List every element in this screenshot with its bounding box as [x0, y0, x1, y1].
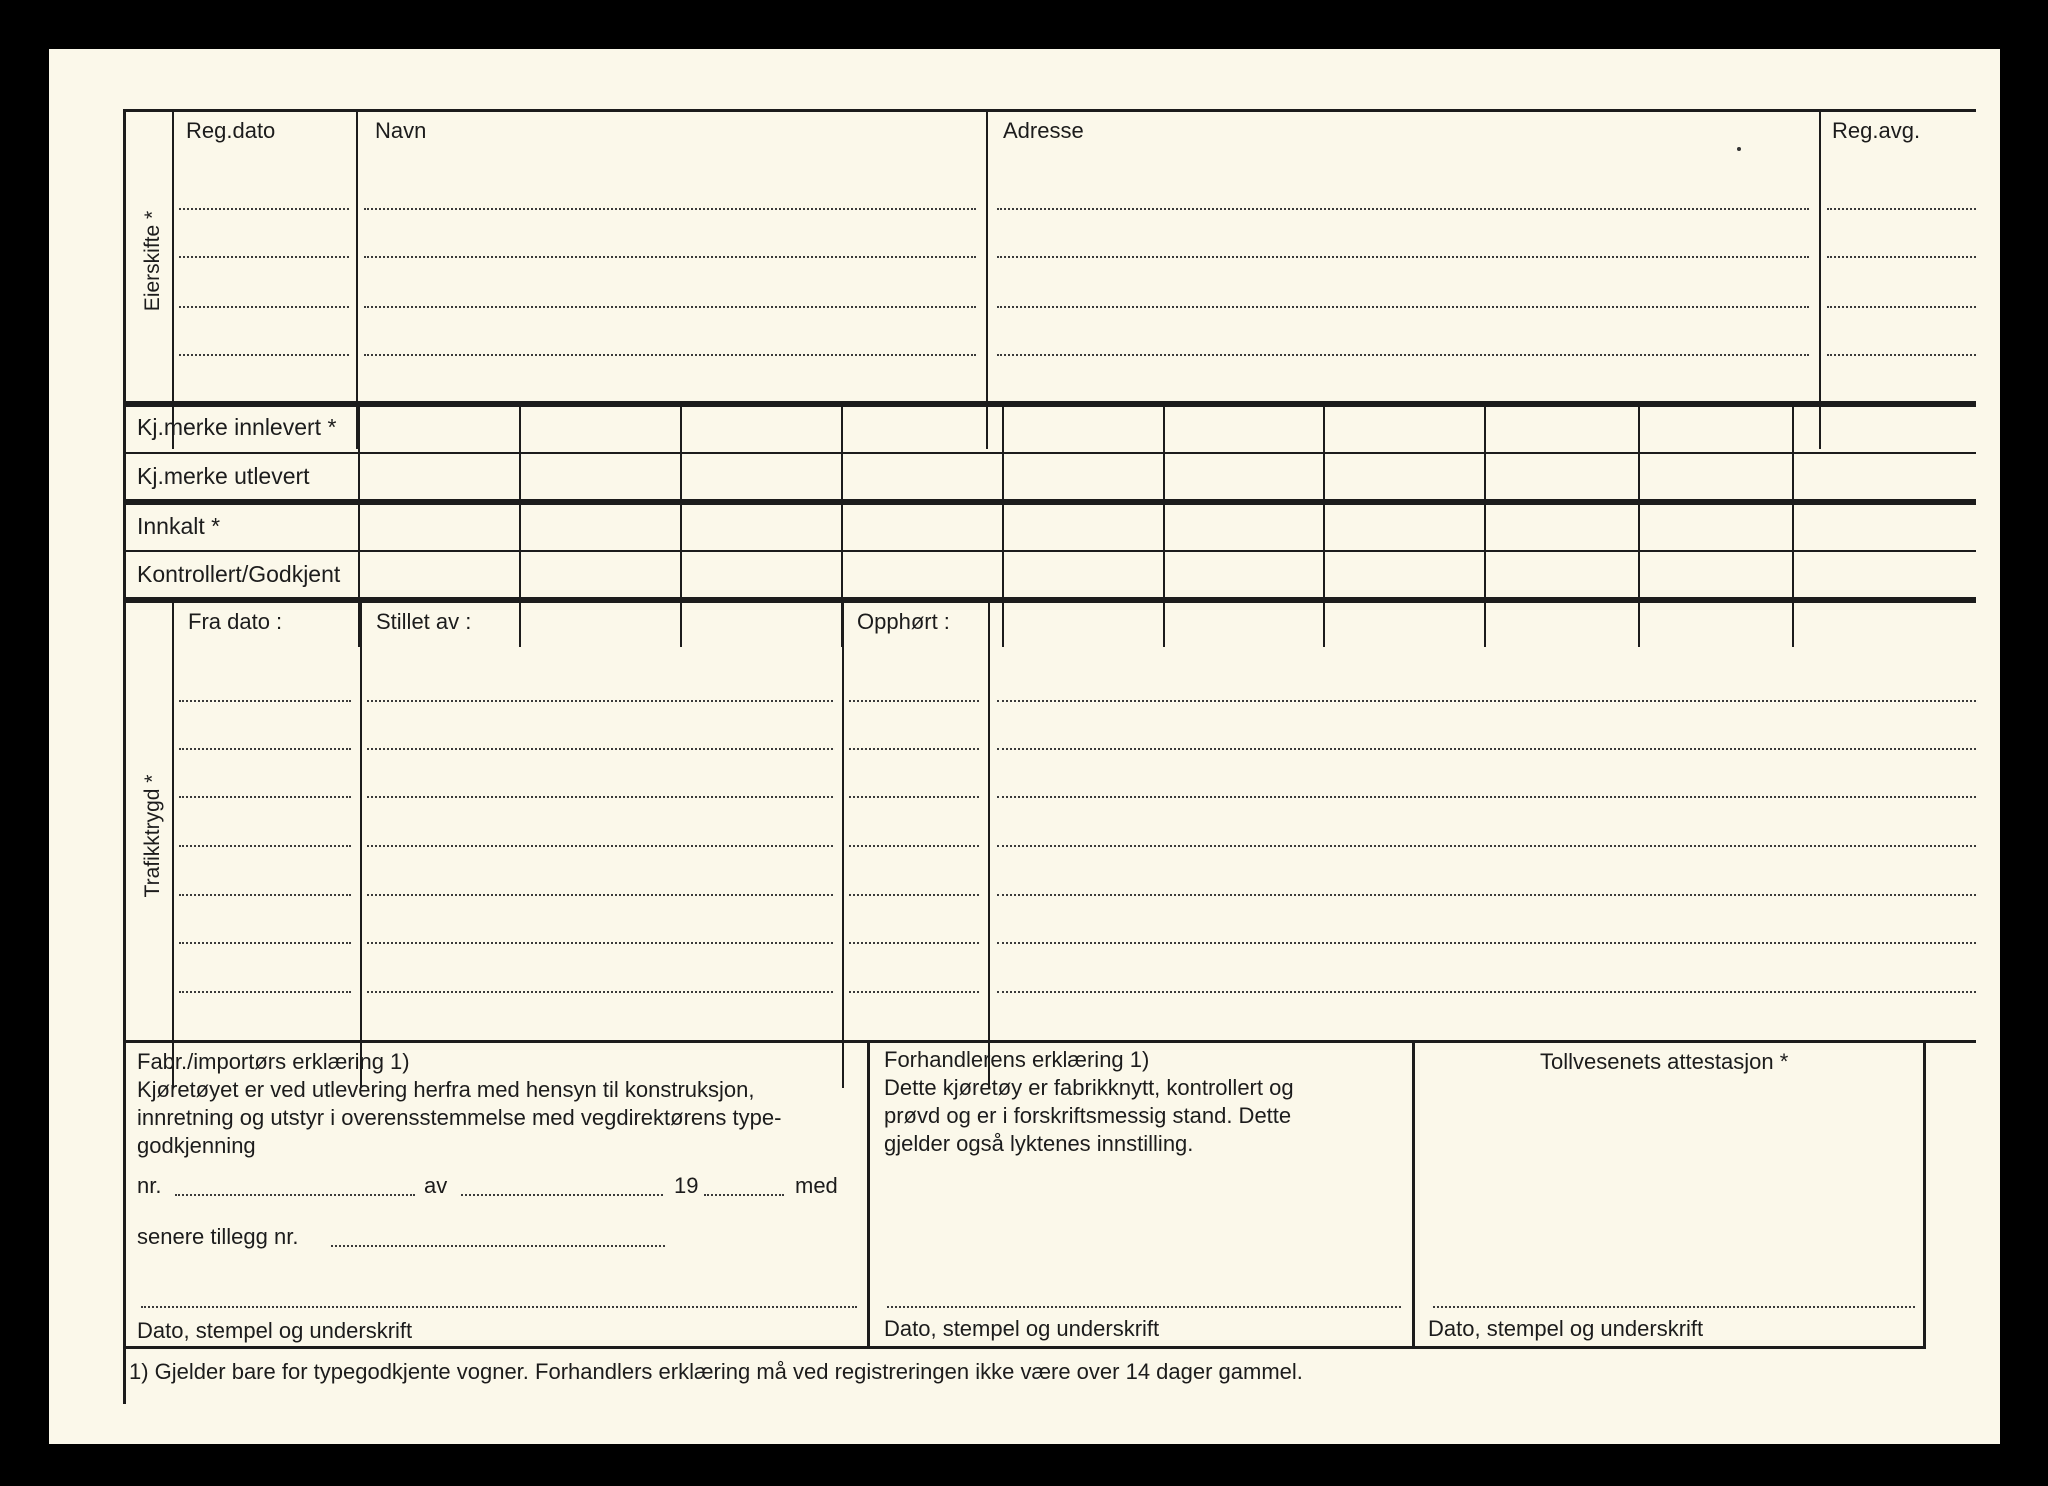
adresse-line-2[interactable]: [997, 256, 1809, 258]
navn-line-3[interactable]: [364, 306, 976, 308]
regavg-line-2[interactable]: [1827, 256, 1976, 258]
top-border: [123, 109, 1976, 112]
opphort-line-5[interactable]: [849, 894, 979, 896]
stillet-line-1[interactable]: [367, 700, 833, 702]
fabr-title: Fabr./importørs erklæring 1): [137, 1049, 410, 1074]
regavg-line-4[interactable]: [1827, 354, 1976, 356]
regdato-divider: [356, 109, 358, 449]
right-border-declarations: [1923, 1040, 1926, 1348]
tollvesen-signature-line[interactable]: [1433, 1306, 1915, 1308]
forhandler-signature-line[interactable]: [887, 1306, 1401, 1308]
regdato-line-1[interactable]: [179, 208, 349, 210]
bottom-border: [123, 1346, 1926, 1349]
navn-line-1[interactable]: [364, 208, 976, 210]
separator-declarations: [123, 1040, 1976, 1043]
fradato-line-1[interactable]: [179, 700, 351, 702]
registration-form-card: [49, 49, 2000, 1444]
remark-line-6[interactable]: [997, 942, 1976, 944]
remark-line-3[interactable]: [997, 796, 1976, 798]
grid-col-8: [1638, 407, 1640, 647]
fabr-line-2: innretning og utstyr i overensstemmelse med vegdirektørens type-: [137, 1105, 782, 1130]
grid-col-5: [1163, 407, 1165, 647]
forhandler-title: Forhandlerens erklæring 1): [884, 1047, 1150, 1072]
opphort-line-4[interactable]: [849, 845, 979, 847]
regdato-line-3[interactable]: [179, 306, 349, 308]
grid-col-1: [519, 407, 521, 647]
forhandler-line-2: prøvd og er i forskriftsmessig stand. Dette: [884, 1103, 1292, 1128]
fabr-med-label: med: [795, 1173, 838, 1198]
tollvesen-signature-label: Dato, stempel og underskrift: [1428, 1316, 1704, 1341]
adresse-header: Adresse: [1003, 118, 1084, 143]
kj-merke-row-divider: [123, 452, 1976, 454]
grid-col-4: [1002, 407, 1004, 647]
trafikktrygd-side-label: Trafikktrygd *: [141, 774, 164, 898]
fabr-signature-label: Dato, stempel og underskrift: [137, 1318, 413, 1343]
navn-divider: [986, 109, 988, 449]
adresse-line-3[interactable]: [997, 306, 1809, 308]
fra-dato-header: Fra dato :: [188, 609, 283, 634]
grid-col-7: [1484, 407, 1486, 647]
remark-line-2[interactable]: [997, 748, 1976, 750]
stillet-line-3[interactable]: [367, 796, 833, 798]
fabr-av-label: av: [424, 1173, 448, 1198]
adresse-divider: [1819, 109, 1821, 449]
remark-line-4[interactable]: [997, 845, 1976, 847]
fabr-aar-label: 19: [674, 1173, 699, 1198]
fradato-line-7[interactable]: [179, 991, 351, 993]
fabr-nr-label: nr.: [137, 1173, 162, 1198]
grid-col-2: [680, 407, 682, 647]
ink-speck: [1737, 147, 1741, 151]
navn-line-2[interactable]: [364, 256, 976, 258]
fabr-nr-field[interactable]: [175, 1194, 415, 1196]
opphort-line-3[interactable]: [849, 796, 979, 798]
innkalt-label: Innkalt *: [137, 513, 221, 539]
fabr-signature-line[interactable]: [141, 1306, 857, 1308]
stillet-line-7[interactable]: [367, 991, 833, 993]
fabr-divider: [867, 1040, 870, 1348]
eierskifte-side-label: Eierskifte *: [141, 210, 164, 312]
reg-dato-header: Reg.dato: [186, 118, 276, 143]
fabr-line-1: Kjøretøyet er ved utlevering herfra med hensyn til konstruksjon,: [137, 1077, 755, 1102]
stillet-av-header: Stillet av :: [376, 609, 472, 634]
fradato-line-6[interactable]: [179, 942, 351, 944]
navn-header: Navn: [375, 118, 427, 143]
regdato-line-2[interactable]: [179, 256, 349, 258]
stillet-av-divider: [842, 603, 844, 1088]
fabr-aar-field[interactable]: [704, 1194, 784, 1196]
forhandler-divider: [1412, 1040, 1415, 1348]
stillet-line-4[interactable]: [367, 845, 833, 847]
reg-avg-header: Reg.avg.: [1832, 118, 1921, 143]
forhandler-signature-label: Dato, stempel og underskrift: [884, 1316, 1160, 1341]
fradato-divider: [360, 603, 362, 1088]
fabr-line-3: godkjenning: [137, 1133, 256, 1158]
stillet-line-2[interactable]: [367, 748, 833, 750]
fradato-line-4[interactable]: [179, 845, 351, 847]
fabr-av-field[interactable]: [461, 1194, 663, 1196]
stillet-line-5[interactable]: [367, 894, 833, 896]
opphort-header: Opphørt :: [857, 609, 950, 634]
footnote: 1) Gjelder bare for typegodkjente vogner. Forhandlers erklæring må ved registreringen ikke være over 14 dager gammel.: [129, 1359, 1303, 1384]
fradato-line-3[interactable]: [179, 796, 351, 798]
tollvesen-title: Tollvesenets attestasjon *: [1540, 1049, 1789, 1074]
regdato-line-4[interactable]: [179, 354, 349, 356]
opphort-line-7[interactable]: [849, 991, 979, 993]
forhandler-line-1: Dette kjøretøy er fabrikknytt, kontrollert og: [884, 1075, 1294, 1100]
left-border: [123, 109, 126, 1404]
grid-col-9: [1792, 407, 1794, 647]
innkalt-row-divider: [123, 550, 1976, 552]
separator-eierskifte: [123, 401, 1976, 407]
adresse-line-1[interactable]: [997, 208, 1809, 210]
trafikktrygd-label-divider: [172, 603, 174, 1088]
opphort-line-6[interactable]: [849, 942, 979, 944]
regavg-line-1[interactable]: [1827, 208, 1976, 210]
grid-col-6: [1323, 407, 1325, 647]
opphort-divider: [988, 603, 990, 1088]
remark-line-5[interactable]: [997, 894, 1976, 896]
navn-line-4[interactable]: [364, 354, 976, 356]
forhandler-line-3: gjelder også lyktenes innstilling.: [884, 1131, 1194, 1156]
stillet-line-6[interactable]: [367, 942, 833, 944]
fradato-line-2[interactable]: [179, 748, 351, 750]
separator-kjmerke: [123, 499, 1976, 505]
eierskifte-label-divider: [172, 109, 174, 449]
opphort-line-2[interactable]: [849, 748, 979, 750]
kj-merke-utlevert-label: Kj.merke utlevert: [137, 463, 310, 489]
regavg-line-3[interactable]: [1827, 306, 1976, 308]
separator-kontrollert: [123, 597, 1976, 603]
remark-line-7[interactable]: [997, 991, 1976, 993]
opphort-line-1[interactable]: [849, 700, 979, 702]
kontrollert-godkjent-label: Kontrollert/Godkjent: [137, 561, 341, 587]
fabr-senere-field[interactable]: [331, 1245, 665, 1247]
adresse-line-4[interactable]: [997, 354, 1809, 356]
fradato-line-5[interactable]: [179, 894, 351, 896]
kj-merke-innlevert-label: Kj.merke innlevert *: [137, 414, 337, 440]
fabr-senere-label: senere tillegg nr.: [137, 1224, 299, 1249]
remark-line-1[interactable]: [997, 700, 1976, 702]
